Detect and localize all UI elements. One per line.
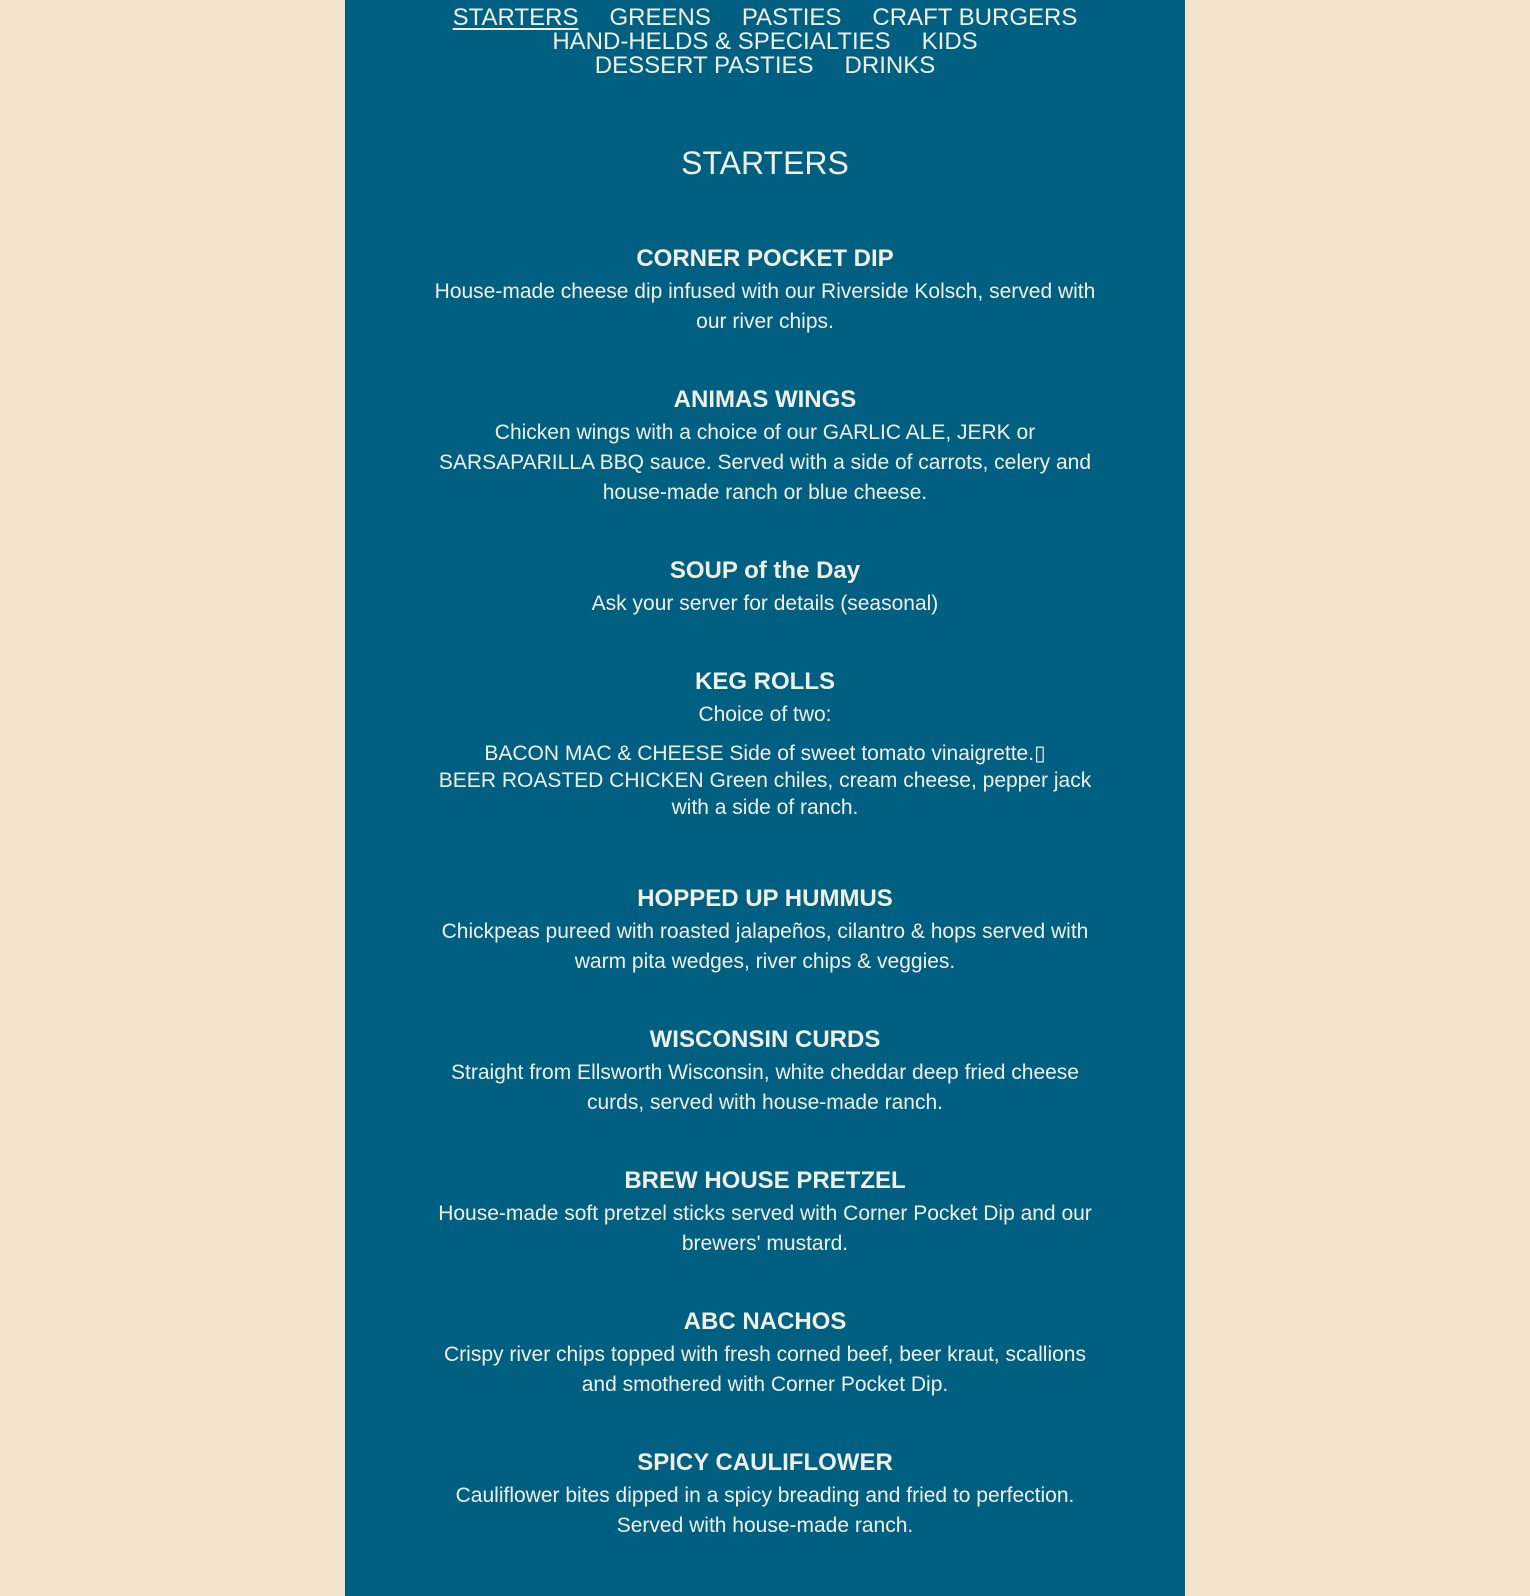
nav-link-craft-burgers[interactable]: CRAFT BURGERS — [872, 4, 1078, 31]
menu-item-description: House-made soft pretzel sticks served with Corner Pocket Dip and our brewers' mustard. — [438, 1202, 1092, 1255]
menu-item-brew-house-pretzel — [425, 1166, 1105, 1259]
menu-item-name: HOPPED UP HUMMUS — [637, 885, 893, 912]
menu-item-animas-wings — [425, 385, 1105, 508]
nav-link-starters[interactable]: STARTERS — [452, 4, 579, 31]
nav-row-2 — [345, 30, 1185, 54]
menu-item-name: SOUP of the Day — [669, 557, 861, 584]
menu-item-name: ABC NACHOS — [683, 1308, 847, 1335]
section-title: STARTERS — [681, 145, 849, 181]
menu-item-description: Straight from Ellsworth Wisconsin, white cheddar deep fried cheese curds, served with house-made ranch. — [451, 1061, 1079, 1114]
menu-item-description: Chicken wings with a choice of our GARLIC ALE, JERK or SARSAPARILLA BBQ sauce. Served with a side of carrots, celery and house-made ranch or blue cheese. — [438, 421, 1092, 504]
menu-item-spicy-cauliflower — [425, 1448, 1105, 1541]
nav-row-1 — [345, 6, 1185, 30]
menu-item-soup-of-the-day — [425, 556, 1105, 619]
menu-item-description: Cauliflower bites dipped in a spicy breading and fried to perfection. Served with house-made ranch. — [455, 1484, 1075, 1537]
menu-panel — [345, 0, 1185, 1596]
menu-item-option: BEER ROASTED CHICKEN Green chiles, cream cheese, pepper jack with a side of ranch. — [438, 769, 1092, 819]
menu-item-hopped-up-hummus — [425, 884, 1105, 977]
menu-item-option: BACON MAC & CHEESE Side of sweet tomato vinaigrette.▯ — [484, 742, 1046, 765]
nav-link-kids[interactable]: KIDS — [921, 28, 978, 55]
menu-item-description: House-made cheese dip infused with our Riverside Kolsch, served with our river chips. — [434, 280, 1096, 333]
menu-item-description: Ask your server for details (seasonal) — [591, 592, 939, 615]
menu-item-name: KEG ROLLS — [694, 668, 835, 695]
nav-link-dessert-pasties[interactable]: DESSERT PASTIES — [594, 52, 814, 79]
menu-item-abc-nachos — [425, 1307, 1105, 1400]
menu-item-subtitle: Choice of two: — [698, 703, 832, 726]
nav-link-pasties[interactable]: PASTIES — [741, 4, 842, 31]
menu-item-name: ANIMAS WINGS — [673, 386, 857, 413]
menu-item-wisconsin-curds — [425, 1025, 1105, 1118]
menu-item-name: WISCONSIN CURDS — [649, 1026, 881, 1053]
nav-link-greens[interactable]: GREENS — [609, 4, 711, 31]
menu-item-corner-pocket-dip — [425, 244, 1105, 337]
menu-item-options — [425, 740, 1105, 821]
menu-category-nav — [345, 6, 1185, 78]
menu-item-keg-rolls — [425, 667, 1105, 821]
menu-item-description: Chickpeas pureed with roasted jalapeños, cilantro & hops served with warm pita wedges, river chips & veggies. — [441, 920, 1089, 973]
nav-row-3 — [345, 54, 1185, 78]
menu-item-description: Crispy river chips topped with fresh corned beef, beer kraut, scallions and smothered with Corner Pocket Dip. — [444, 1343, 1086, 1396]
nav-link-drinks[interactable]: DRINKS — [844, 52, 936, 79]
menu-item-name: SPICY CAULIFLOWER — [637, 1449, 893, 1476]
menu-item-name: BREW HOUSE PRETZEL — [624, 1167, 906, 1194]
nav-link-hand-helds-specialties[interactable]: HAND-HELDS & SPECIALTIES — [552, 28, 891, 55]
menu-item-name: CORNER POCKET DIP — [636, 245, 894, 272]
